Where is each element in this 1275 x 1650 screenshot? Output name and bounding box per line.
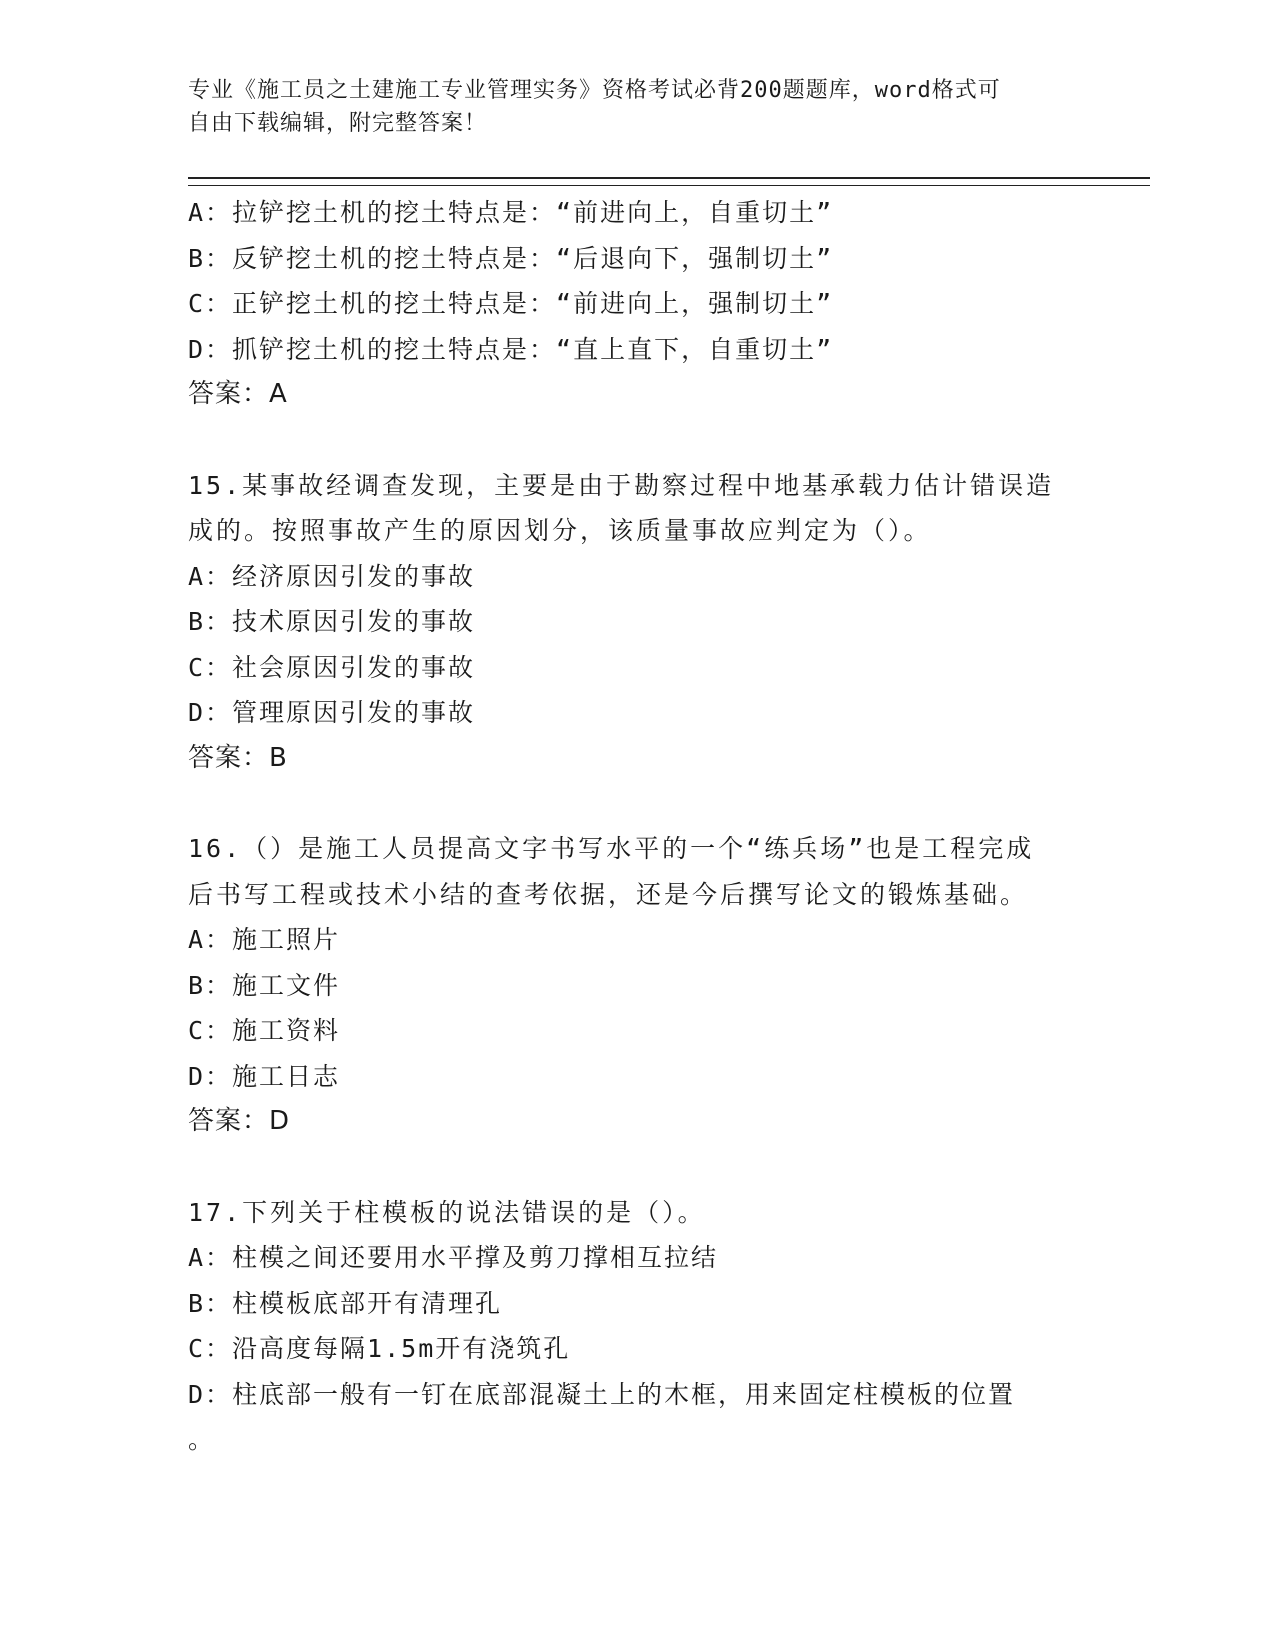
answer: 答案：B [188, 742, 288, 773]
option-b: B：技术原因引发的事故 [188, 607, 476, 636]
option-d: D：抓铲挖土机的挖土特点是：“直上直下，自重切土” [188, 334, 834, 364]
option-a: A：拉铲挖土机的挖土特点是：“前进向上，自重切土” [188, 198, 834, 227]
question-stem-line: 15.某事故经调查发现，主要是由于勘察过程中地基承载力估计错误造 [188, 470, 1055, 500]
option-c: C：正铲挖土机的挖土特点是：“前进向上，强制切土” [188, 289, 834, 318]
option-d: D：柱底部一般有一钉在底部混凝土上的木框，用来固定柱模板的位置 [188, 1379, 1016, 1409]
question-stem-line: 后书写工程或技术小结的查考依据，还是今后撰写论文的锻炼基础。 [188, 879, 1029, 909]
option-a: A：施工照片 [188, 925, 341, 954]
option-a: A：经济原因引发的事故 [188, 561, 476, 591]
document-header [188, 74, 1068, 140]
option-c: C：社会原因引发的事故 [188, 652, 476, 682]
question-stem-line: 16.（）是施工人员提高文字书写水平的一个“练兵场”也是工程完成 [188, 834, 1035, 863]
header-line-2: 自由下载编辑，附完整答案！ [188, 111, 488, 136]
option-c: C：沿高度每隔1.5m开有浇筑孔 [188, 1334, 571, 1363]
header-line-1: 专业《施工员之土建施工专业管理实务》资格考试必背200题题库，word格式可 [188, 78, 1001, 103]
option-b: B：施工文件 [188, 970, 341, 1000]
answer: 答案：A [188, 379, 288, 409]
header-divider [188, 177, 1150, 186]
option-d-continuation: 。 [188, 1425, 216, 1454]
question-list [188, 190, 1088, 1463]
answer: 答案：D [188, 1106, 291, 1136]
question-15 [188, 463, 1088, 782]
question-17 [188, 1190, 1088, 1463]
question-16 [188, 826, 1088, 1145]
question-stem-line: 成的。按照事故产生的原因划分，该质量事故应判定为（）。 [188, 516, 932, 545]
question-14 [188, 190, 1088, 418]
option-b: B：柱模板底部开有清理孔 [188, 1288, 503, 1318]
option-b: B：反铲挖土机的挖土特点是：“后退向下，强制切土” [188, 243, 834, 273]
option-d: D：施工日志 [188, 1061, 341, 1091]
option-a: A：柱模之间还要用水平撑及剪刀撑相互拉结 [188, 1243, 719, 1272]
option-c: C：施工资料 [188, 1016, 341, 1045]
question-stem-line: 17.下列关于柱模板的说法错误的是（）。 [188, 1197, 706, 1227]
option-d: D：管理原因引发的事故 [188, 698, 476, 727]
